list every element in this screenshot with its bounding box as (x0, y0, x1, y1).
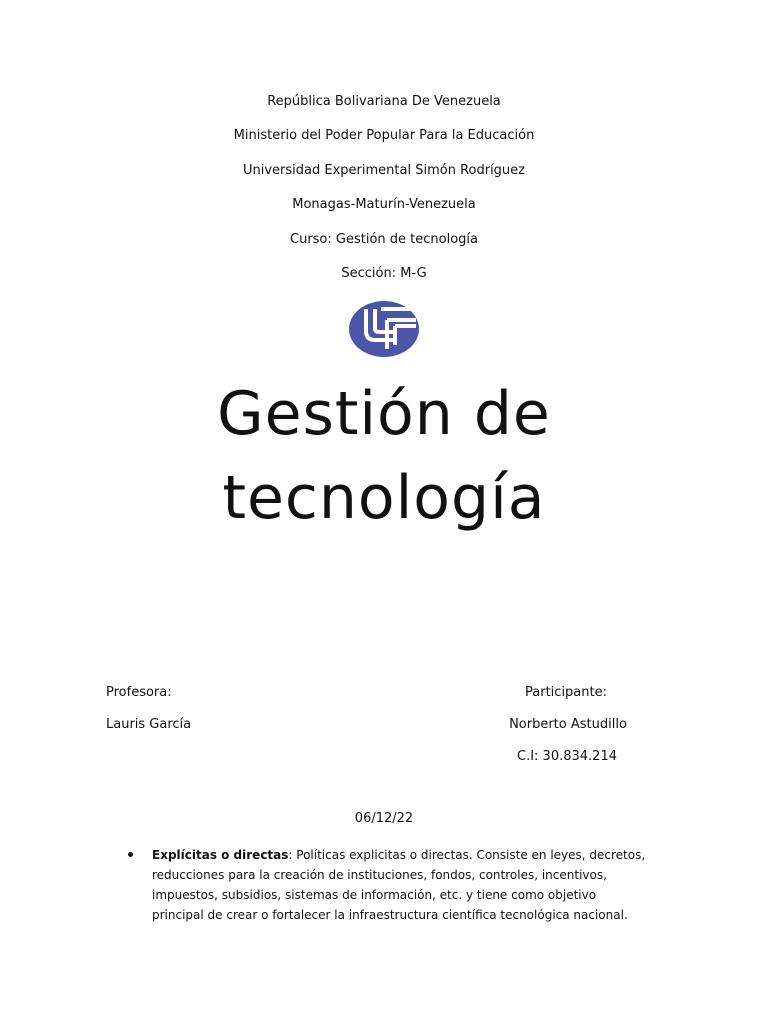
participant-label: Participante: (525, 685, 607, 700)
bullet-term: Explícitas o directas (152, 848, 289, 862)
policy-bullet (152, 845, 650, 925)
header-country: República Bolivariana De Venezuela (267, 94, 501, 109)
title-line-1: Gestión de (217, 379, 551, 449)
document-date: 06/12/22 (354, 811, 414, 826)
participant-id: C.I: 30.834.214 (517, 749, 617, 764)
header-course: Curso: Gestión de tecnología (290, 232, 478, 247)
bullet-text: : Políticas explicitas o directas. Consiste en leyes, decretos, reducciones para la creación de instituciones, fondos, controles, incentivos, impuestos, subsidios, sistemas de información, etc. y tiene como objetivo principal de crear o fortalecer la infraestructura científica tecnológica nacional. (152, 848, 646, 922)
document-title (0, 372, 768, 540)
header-ministry: Ministerio del Poder Popular Para la Educación (233, 128, 535, 143)
header-university: Universidad Experimental Simón Rodríguez (243, 163, 525, 178)
professor-name: Lauris García (106, 717, 192, 732)
header-location: Monagas-Maturín-Venezuela (292, 197, 476, 212)
title-line-2: tecnología (222, 463, 546, 533)
professor-label: Profesora: (106, 685, 172, 700)
header-section: Sección: M-G (341, 266, 427, 281)
bullet-dot-icon (128, 852, 133, 857)
participant-name: Norberto Astudillo (509, 717, 627, 732)
university-logo-icon (348, 300, 420, 358)
